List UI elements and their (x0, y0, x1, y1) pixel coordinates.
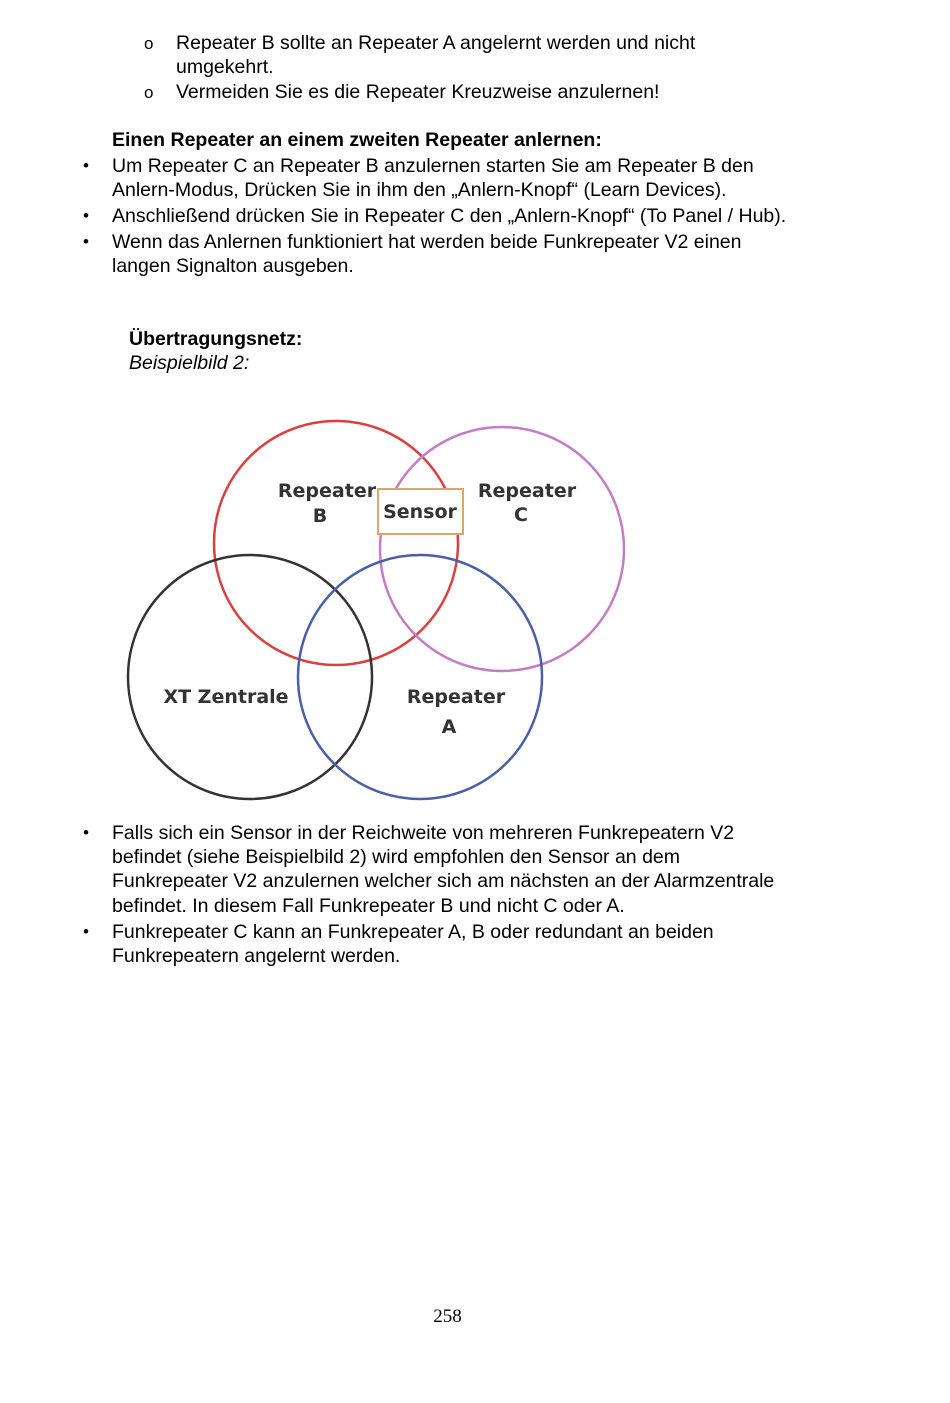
section-heading: Einen Repeater an einem zweiten Repeater anlernen: (112, 129, 602, 151)
repeater-b-label-line-2: B (312, 505, 328, 527)
repeater-a-label-line-2: A (441, 716, 457, 738)
sub-list-item-1-line-2: umgekehrt. (176, 56, 274, 78)
repeater-a-circle (298, 555, 542, 799)
venn-diagram-svg (120, 418, 630, 806)
bullet-4-line-2: befindet (siehe Beispielbild 2) wird empfohlen den Sensor an dem (112, 846, 681, 868)
xt-zentrale-circle (128, 555, 372, 799)
bullet-marker: • (83, 232, 89, 251)
bullet-marker: • (83, 823, 89, 842)
bullet-3-line-1: Wenn das Anlernen funktioniert hat werden beide Funkrepeater V2 einen (112, 231, 742, 253)
bullet-4-line-4: befindet. In diesem Fall Funkrepeater B und nicht C oder A. (112, 895, 625, 917)
sub-list-item-1-line-1: Repeater B sollte an Repeater A angelernt werden und nicht (176, 32, 696, 54)
bullet-marker: • (83, 156, 89, 175)
figure-caption: Beispielbild 2: (129, 352, 250, 374)
bullet-1-line-1: Um Repeater C an Repeater B anzulernen starten Sie am Repeater B den (112, 155, 754, 177)
bullet-1-line-2: Anlern-Modus, Drücken Sie in ihm den „Anlern-Knopf“ (Learn Devices). (112, 179, 727, 201)
repeater-c-circle (380, 427, 624, 671)
repeater-a-label-line-1: Repeater (406, 686, 506, 708)
bullet-5-line-1: Funkrepeater C kann an Funkrepeater A, B oder redundant an beiden (112, 921, 714, 943)
sub-list-item-2-line-1: Vermeiden Sie es die Repeater Kreuzweise anzulernen! (176, 81, 660, 103)
bullet-3-line-2: langen Signalton ausgeben. (112, 255, 354, 277)
bullet-4-line-3: Funkrepeater V2 anzulernen welcher sich am nächsten an der Alarmzentrale (112, 870, 775, 892)
repeater-c-label-line-2: C (514, 504, 528, 526)
repeater-b-label-line-1: Repeater (277, 480, 377, 502)
sensor-label: Sensor (383, 501, 457, 523)
bullet-5-line-2: Funkrepeatern angelernt werden. (112, 945, 401, 967)
sub-bullet-marker: o (144, 83, 154, 102)
bullet-marker: • (83, 206, 89, 225)
bullet-4-line-1: Falls sich ein Sensor in der Reichweite von mehreren Funkrepeatern V2 (112, 822, 735, 844)
xt-zentrale-label: XT Zentrale (163, 686, 289, 708)
bullet-2-line-1: Anschließend drücken Sie in Repeater C den „Anlern-Knopf“ (To Panel / Hub). (112, 205, 787, 227)
page-number: 258 (433, 1306, 462, 1327)
repeater-c-label-line-1: Repeater (477, 480, 577, 502)
section-heading: Übertragungsnetz: (129, 328, 303, 350)
sub-bullet-marker: o (144, 34, 154, 53)
venn-diagram (120, 418, 630, 806)
bullet-marker: • (83, 922, 89, 941)
